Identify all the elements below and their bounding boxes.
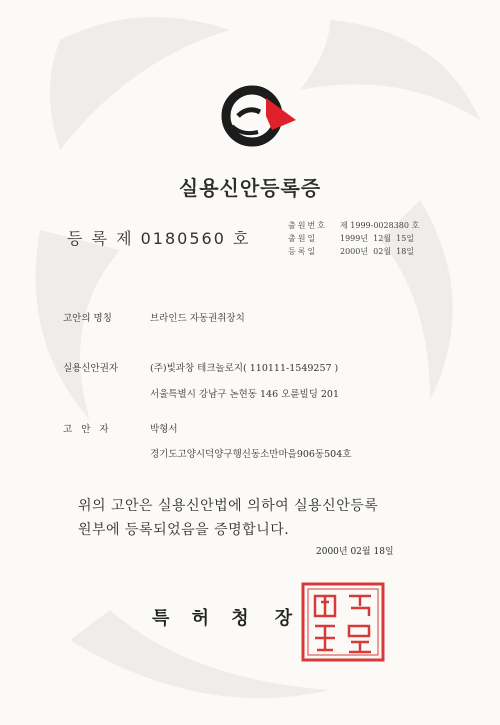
meta-value: 제 1999-0028380 호 (340, 221, 420, 230)
device-name: 브라인드 자동권취장치 (150, 313, 245, 324)
application-meta (288, 219, 419, 258)
holder-address: 서울특별시 강남구 논현동 146 오륜빌딩 201 (150, 389, 340, 400)
holder-name: (주)빛과창 테크놀로지( 110111-1549257 ) (150, 363, 339, 374)
certificate-title: 실용신안등록증 (178, 176, 322, 200)
meta-value: 2000년 02월 18일 (340, 247, 415, 256)
meta-label: 등록일 (288, 247, 318, 256)
meta-row-application-number (288, 219, 419, 232)
meta-row-registration-date (288, 245, 419, 258)
meta-label: 출원번호 (288, 221, 327, 230)
inventor-name: 박형서 (150, 424, 178, 435)
issue-date: 2000년 02월 18일 (316, 547, 394, 557)
statement-line: 위의 고안은 실용신안법에 의하여 실용신안등록 (78, 498, 379, 514)
issuing-office (152, 604, 300, 630)
inventor-label: 고 안 자 (63, 424, 112, 435)
meta-value: 1999년 12월 15일 (340, 234, 415, 243)
government-logo (218, 80, 298, 150)
statement-line: 원부에 등록되었음을 증명합니다. (78, 522, 290, 538)
meta-label: 출원일 (288, 234, 318, 243)
device-name-label: 고안의 명칭 (63, 313, 112, 324)
meta-row-application-date (288, 232, 419, 245)
certification-statement (78, 494, 378, 542)
holder-label: 실용신안권자 (63, 363, 119, 374)
inventor-address: 경기도고양시덕양구행신동소만마을906동504호 (150, 449, 352, 460)
issuer-name: 특 허 청 (152, 608, 257, 629)
official-seal (299, 580, 387, 664)
registration-number: 등 록 제 0180560 호 (67, 229, 251, 248)
issuer-title: 장 (274, 608, 301, 629)
